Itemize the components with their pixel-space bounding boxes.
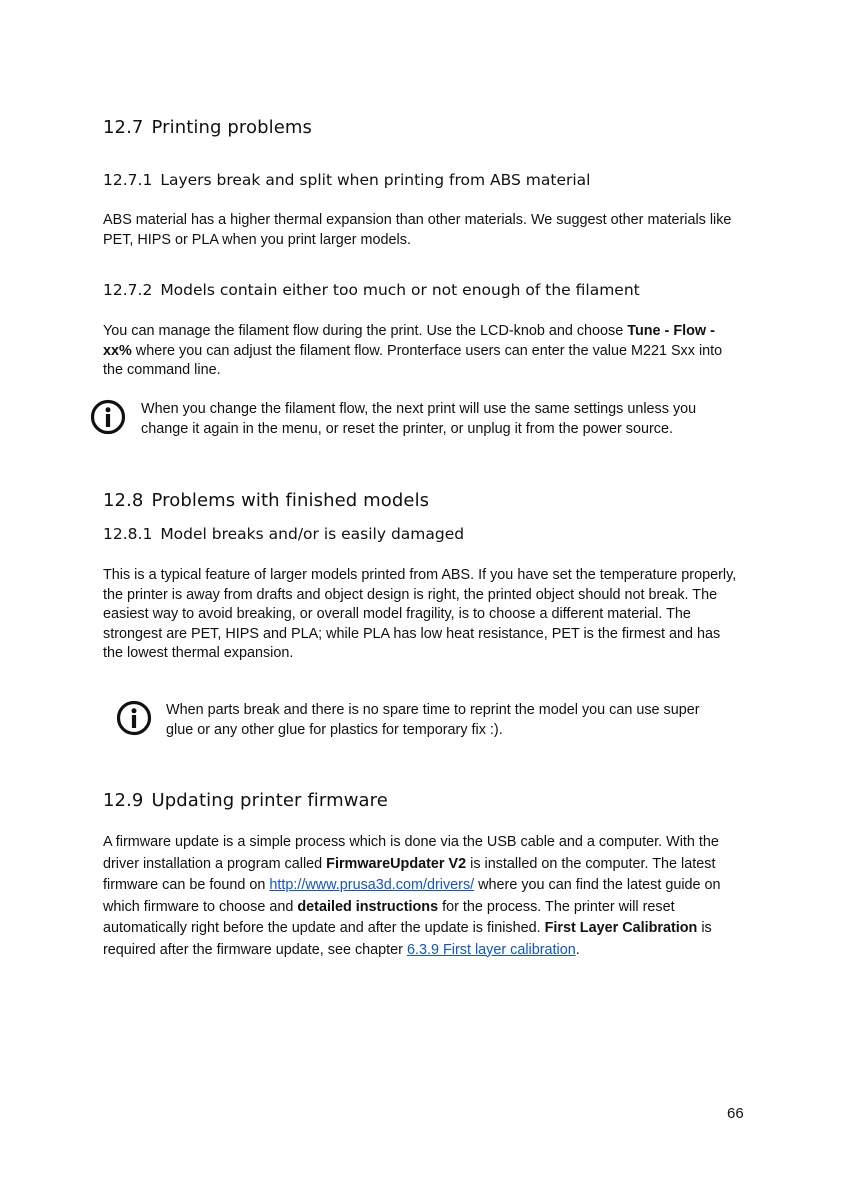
heading-12-9: 12.9 Updating printer firmware [103,790,388,811]
paragraph-filament-flow: You can manage the filament flow during the print. Use the LCD-knob and choose Tune - Flow - xx% where you can adjust the filament flow. Pronterface users can enter the value M221 Sxx into the command line. [103,323,723,378]
heading-12-8-1: 12.8.1 Model breaks and/or is easily damaged [103,525,465,543]
note-filament-flow: When you change the filament flow, the next print will use the same settings unless you change it again in the menu, or reset the printer, or unplug it from the power source. [90,399,740,461]
heading-12-7: 12.7 Printing problems [103,117,313,138]
heading-12-8: 12.8 Problems with finished models [103,490,430,511]
paragraph-abs-expansion: ABS material has a higher thermal expansion than other materials. We suggest other materials like PET, HIPS or PLA when you print larger models. [103,212,732,248]
drivers-link[interactable]: http://www.prusa3d.com/drivers/ [269,877,475,893]
paragraph-model-breaks: This is a typical feature of larger models printed from ABS. If you have set the temperature properly, the printer is away from drafts and object design is right, the printed object should not break. The easiest way to avoid breaking, or overall model fragility, is to choose a different material. The strongest are PET, HIPS and PLA; while PLA has low heat resistance, PET is the firmest and has the lowest thermal expansion. [103,567,737,661]
heading-12-7-1: 12.7.1 Layers break and split when printing from ABS material [103,171,591,189]
info-circle-icon [90,399,126,435]
first-layer-calibration-link[interactable]: 6.3.9 First layer calibration [406,941,576,958]
info-circle-icon [116,700,152,736]
heading-12-7-2: 12.7.2 Models contain either too much or not enough of the filament [103,281,640,299]
note-glue: When parts break and there is no spare time to reprint the model you can use super glue or any other glue for plastics for temporary fix :). [116,700,716,742]
paragraph-firmware-update: A firmware update is a simple process which is done via the USB cable and a computer. With the driver installation a program called FirmwareUpdater V2 is installed on the computer. The latest firmware can be found on http://www.prusa3d.com/drivers/ where you can find the latest guide on which firmware to choose and detailed instructions for the process. The printer will reset automatically right before the update and after the update is finished. First Layer Calibration is required after the firmware update, see chapter 6.3.9 First layer calibration. [103,834,721,958]
page-number: 66 [727,1105,744,1122]
